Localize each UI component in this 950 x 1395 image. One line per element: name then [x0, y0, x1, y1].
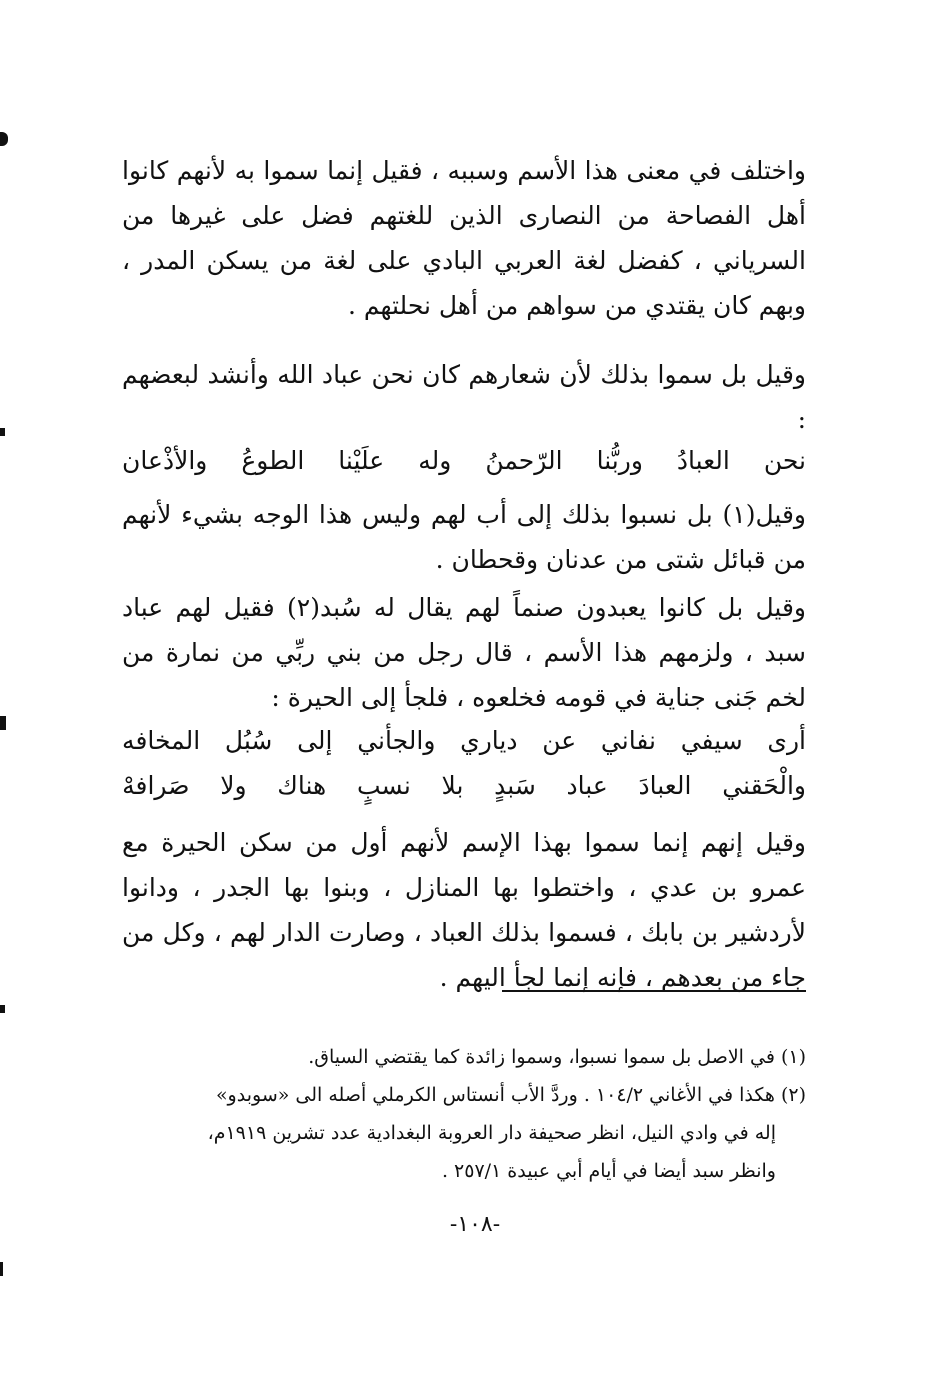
scan-edge-mark: [0, 716, 6, 730]
verse-word: دياري: [460, 726, 518, 755]
footnote-text: وانظر سبد أيضا في أيام أبي عبيدة ٢٥٧/١ .: [441, 1160, 776, 1182]
paragraph-text: وقيل إنهم إنما سموا بهذا الإسم لأنهم أول من سكن الحيرة مع عمرو بن عدي ، واختطوا بها المنازل ، وبنوا بها الجدر ، ودانوا لأردشير بن بابك ، فسموا بذلك العباد ، وصارت الدار لهم ، وكل من جاء من بعدهم ، فإنه إنما لجأ اليهم .: [122, 828, 806, 992]
body-paragraph: [122, 492, 806, 582]
footnote-text: (٢) هكذا في الأغاني ١٠٤/٢ . وردَّ الأب أنستاس الكرملي أصله الى «سوبدو»: [215, 1084, 806, 1106]
footnote-2: [122, 1076, 806, 1190]
verse-word: نسبٍ: [356, 771, 411, 800]
body-paragraph: [122, 820, 806, 1000]
verse-word: عن: [542, 726, 577, 755]
paragraph-text: وقيل(١) بل نسبوا بذلك إلى أب لهم وليس هذا الوجه بشيء لأنهم من قبائل شتى من عدنان وقحطان .: [122, 500, 806, 574]
verse-word: والأذْعان: [122, 446, 208, 475]
verse-word: نفاني: [600, 726, 656, 755]
verse-word: العبادَ: [638, 771, 692, 800]
verse-word: عباد: [566, 771, 608, 800]
verse-word: إلى: [297, 726, 333, 755]
scan-edge-mark: [0, 132, 8, 146]
verse-line: [122, 438, 806, 483]
verse-word: والْحَقني: [722, 771, 806, 800]
verse-word: نحن: [763, 446, 806, 475]
verse-word: الرّحمنُ: [485, 446, 563, 475]
verse-word: أرى: [767, 726, 806, 755]
verse-word: المخافه: [122, 726, 201, 755]
footnote-separator: [502, 990, 806, 992]
scan-edge-mark: [0, 1005, 5, 1013]
scan-edge-mark: [0, 1262, 3, 1276]
verse-word: سُبُل: [224, 726, 273, 755]
verse-word: وربُّنا: [596, 446, 643, 475]
scan-edge-mark: [0, 428, 5, 436]
body-paragraph: [122, 148, 806, 328]
body-paragraph: [122, 585, 806, 720]
verse-word: ولا: [220, 771, 247, 800]
footnote-text: إله في وادي النيل، انظر صحيفة دار العروبة البغدادية عدد تشرين ١٩١٩م،: [207, 1122, 776, 1144]
verse-word: سيفي: [680, 726, 743, 755]
poem-verse: [122, 438, 806, 483]
verse-word: علَيْنا: [338, 446, 385, 475]
paragraph-text: واختلف في معنى هذا الأسم وسببه ، فقيل إنما سموا به لأنهم كانوا أهل الفصاحة من النصارى الذين للغتهم فضل على غيرها من السرياني ، كفضل لغة العربي البادي على لغة من يسكن المدر ، وبهم كان يقتدي من سواهم من أهل نحلتهم .: [122, 156, 806, 320]
footnote-1: [122, 1038, 806, 1076]
paragraph-text: وقيل بل كانوا يعبدون صنماً لهم يقال له سُبد(٢) فقيل لهم عباد سبد ، ولزمهم هذا الأسم ، قال رجل من بني ربِّي من نمارة من لخم جَنى جناية في قومه فخلعوه ، فلجأ إلى الحيرة :: [122, 593, 806, 712]
verse-line: [122, 763, 806, 808]
footnote-text: (١) في الاصل بل سموا نسبوا، وسموا زائدة كما يقتضي السياق.: [308, 1046, 806, 1068]
verse-word: العبادُ: [676, 446, 730, 475]
verse-word: سَبدٍ: [494, 771, 536, 800]
verse-word: والجأني: [357, 726, 436, 755]
verse-word: الطوعُ: [241, 446, 305, 475]
poem-verse: [122, 718, 806, 808]
page-number: -١٠٨-: [449, 1212, 501, 1237]
verse-line: [122, 718, 806, 763]
paragraph-text: وقيل بل سموا بذلك لأن شعارهم كان نحن عباد الله وأنشد لبعضهم :: [122, 360, 806, 434]
body-paragraph: [122, 352, 806, 442]
verse-word: وله: [418, 446, 452, 475]
verse-word: صَرافهْ: [122, 771, 190, 800]
verse-word: بلا: [441, 771, 464, 800]
verse-word: هناك: [277, 771, 327, 800]
